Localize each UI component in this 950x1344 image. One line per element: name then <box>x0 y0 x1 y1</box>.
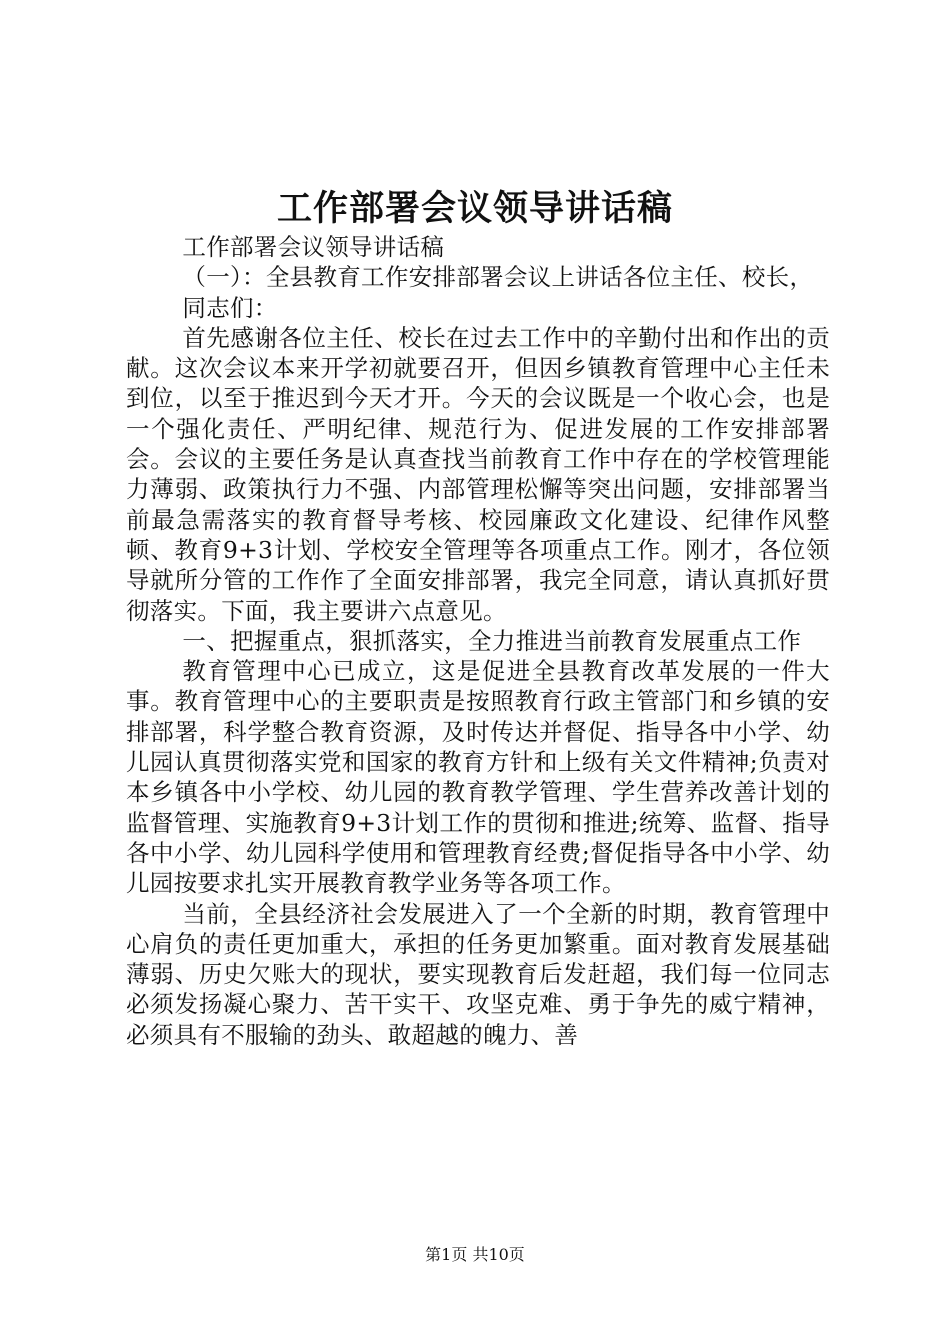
paragraph-section-heading: （一）：全县教育工作安排部署会议上讲话各位主任、校长， <box>182 263 814 292</box>
paragraph-subtitle: 工作部署会议领导讲话稿 <box>182 233 445 261</box>
paragraph-current-situation: 当前，全县经济社会发展进入了一个全新的时期，教育管理中心肩负的责任更加重大，承担的任务更加繁重。面对教育发展基础薄弱、历史欠账大的现状，要实现教育后发赶超，我们每一位同志必须发扬凝心聚力、苦干实干、攻坚克难、勇于争先的威宁精神，必须具有不服输的劲头、敢超越的魄力、善 <box>126 899 830 1049</box>
paragraph-opening: 首先感谢各位主任、校长在过去工作中的辛勤付出和作出的贡献。这次会议本来开学初就要召开，但因乡镇教育管理中心主任未到位，以至于推迟到今天才开。今天的会议既是一个收心会，也是一个强化责任、严明纪律、规范行为、促进发展的工作安排部署会。会议的主要任务是认真查找当前教育工作中存在的学校管理能力薄弱、政策执行力不强、内部管理松懈等突出问题，安排部署当前最急需落实的教育督导考核、校园廉政文化建设、纪律作风整顿、教育9+3计划、学校安全管理等各项重点工作。刚才，各位领导就所分管的工作作了全面安排部署，我完全同意，请认真抓好贯彻落实。下面，我主要讲六点意见。 <box>126 323 830 625</box>
document-title: 工作部署会议领导讲话稿 <box>276 188 673 229</box>
paragraph-salutation: 同志们： <box>182 293 278 322</box>
paragraph-management-center: 教育管理中心已成立，这是促进全县教育改革发展的一件大事。教育管理中心的主要职责是按照教育行政主管部门和乡镇的安排部署，科学整合教育资源，及时传达并督促、指导各中小学、幼儿园认真贯彻落实党和国家的教育方针和上级有关文件精神;负责对本乡镇各中小学校、幼儿园的教育教学管理、学生营养改善计划的监督管理、实施教育9+3计划工作的贯彻和推进;统筹、监督、指导各中小学、幼儿园科学使用和管理教育经费;督促指导各中小学、幼儿园按要求扎实开展教育教学业务等各项工作。 <box>126 657 830 898</box>
document-body <box>126 232 830 1050</box>
paragraph-point-one-heading: 一、把握重点，狠抓落实，全力推进当前教育发展重点工作 <box>182 626 802 655</box>
page-number: 第1页 共10页 <box>425 1245 525 1264</box>
